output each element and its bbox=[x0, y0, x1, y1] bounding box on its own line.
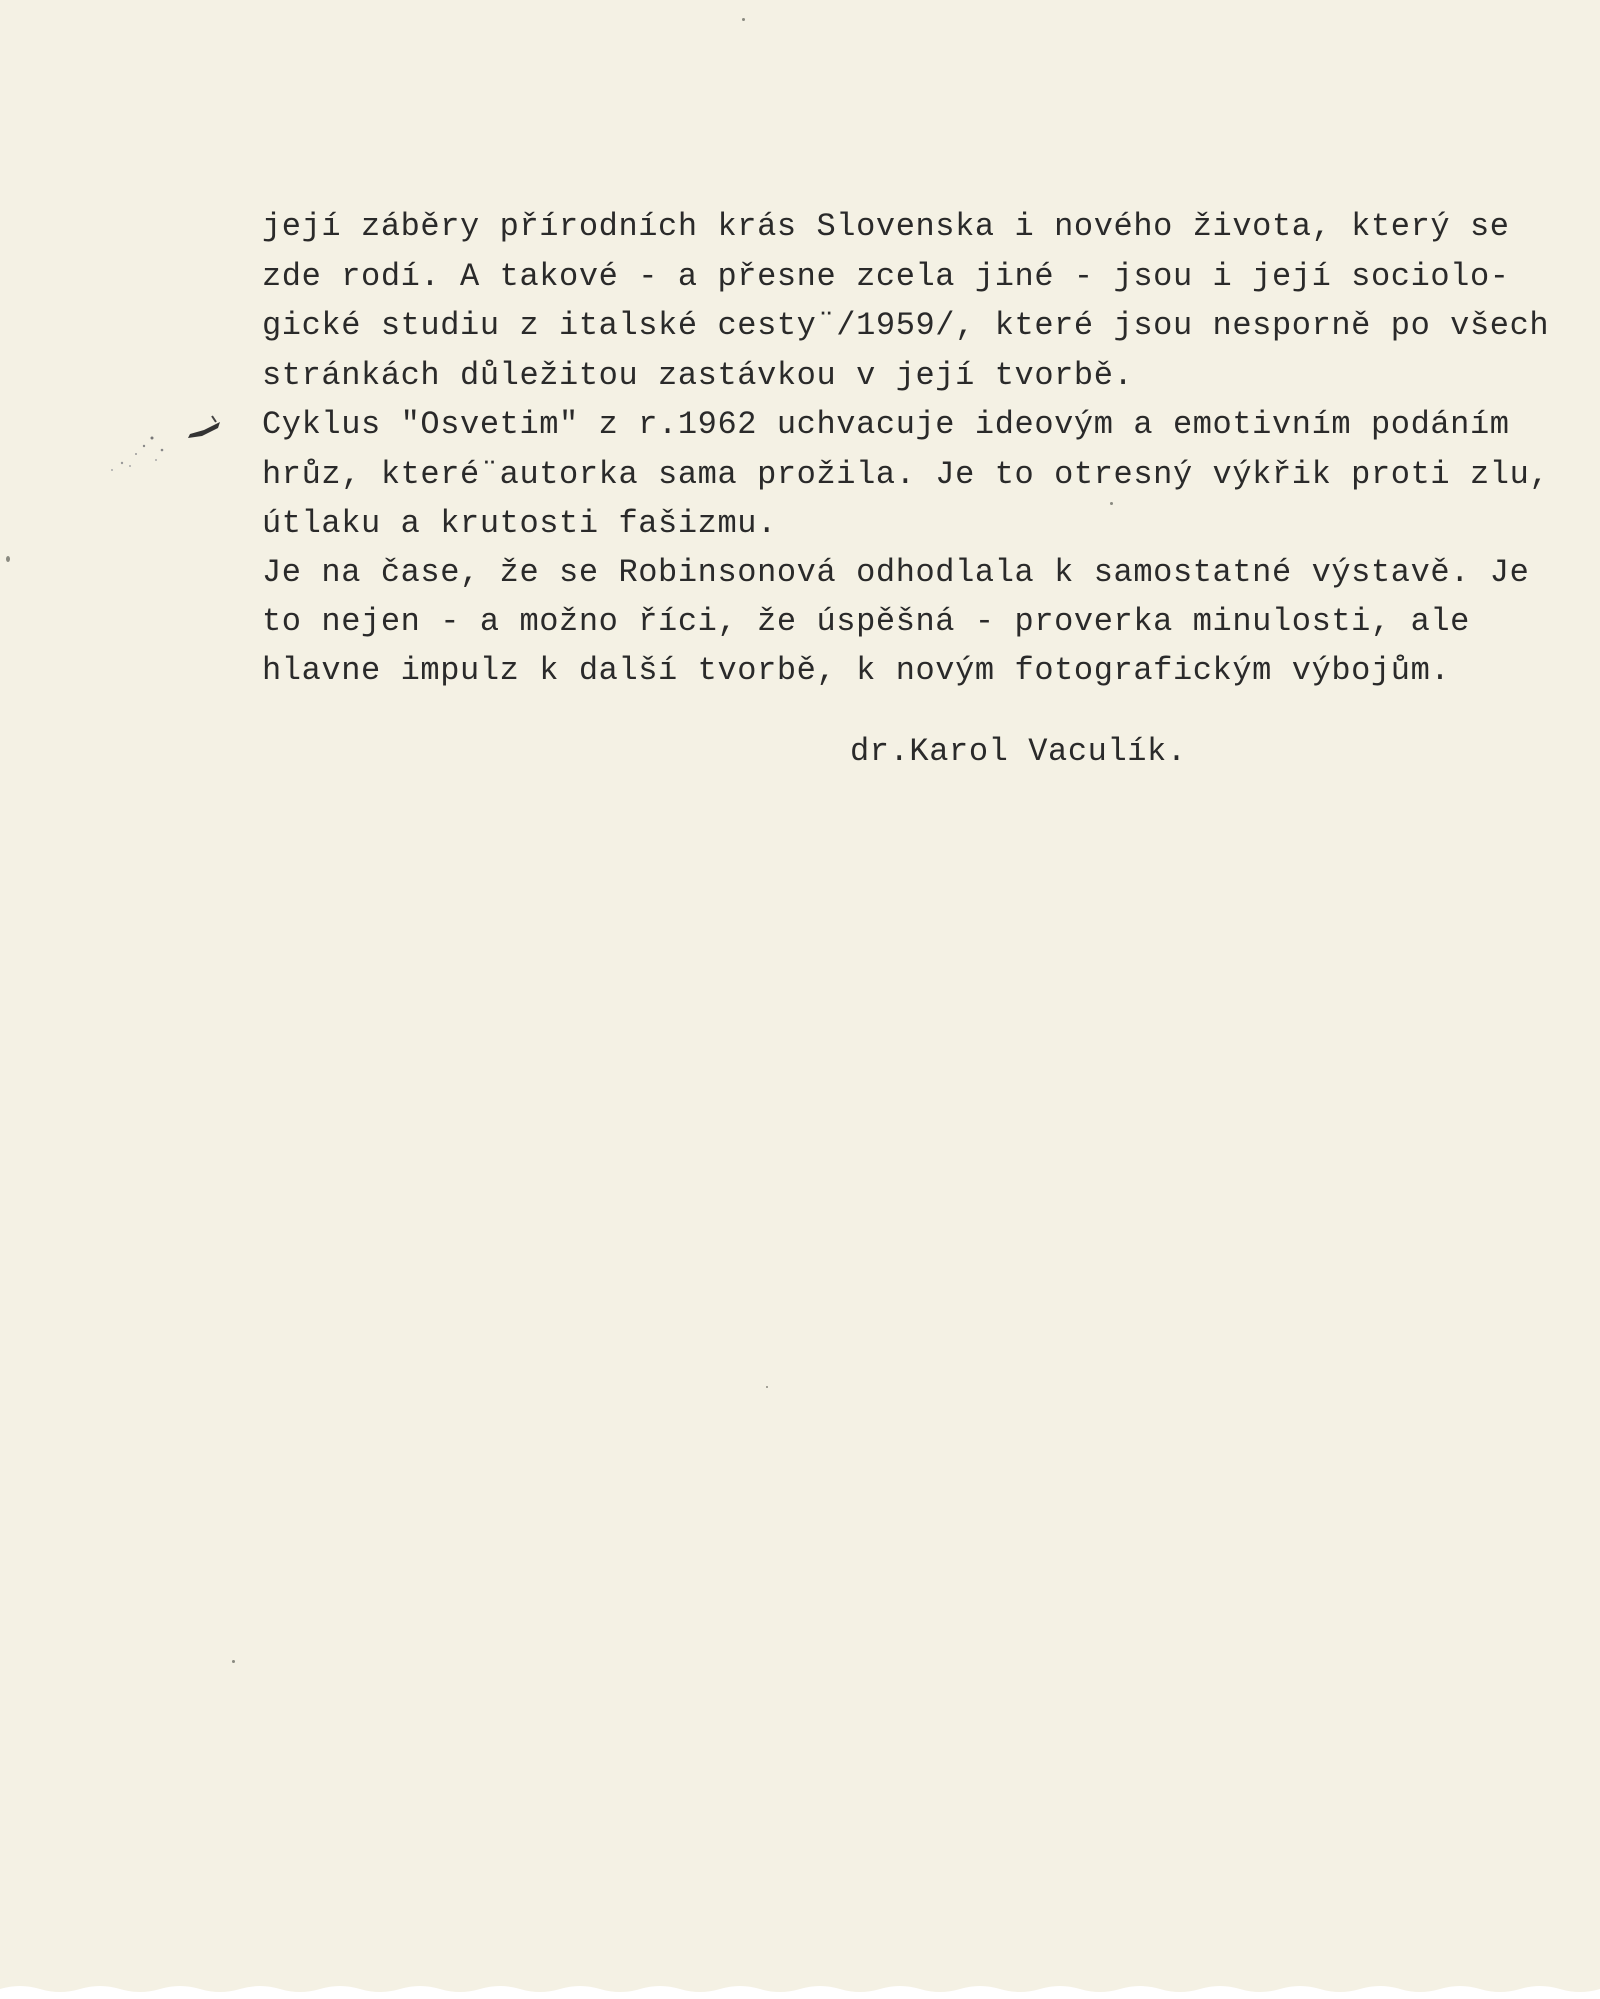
text-line-7: útlaku a krutosti fašizmu. bbox=[262, 505, 777, 542]
paper-speck bbox=[6, 556, 10, 562]
paper-speck bbox=[742, 18, 745, 21]
paper-speck bbox=[1110, 502, 1113, 505]
paper-speck bbox=[766, 1386, 768, 1388]
perforated-bottom-edge bbox=[0, 1981, 1600, 1999]
text-line-1: její záběry přírodních krás Slovenska i nového života, který se bbox=[262, 208, 1510, 245]
text-line-9: to nejen - a možno říci, že úspěšná - proverka minulosti, ale bbox=[262, 603, 1470, 640]
text-line-5: Cyklus "Osvetim" z r.1962 uchvacuje ideovým a emotivním podáním bbox=[262, 406, 1510, 443]
text-line-10: hlavne impulz k další tvorbě, k novým fotografickým výbojům. bbox=[262, 652, 1451, 689]
text-line-6: hrůz, které¨autorka sama prožila. Je to otresný výkřik proti zlu, bbox=[262, 456, 1550, 493]
paper-speck bbox=[232, 1660, 235, 1663]
text-line-2: zde rodí. A takové - a přesne zcela jiné - jsou i její sociolo- bbox=[262, 258, 1510, 295]
signature: dr.Karol Vaculík. bbox=[850, 733, 1187, 770]
text-line-3: gické studiu z italské cesty¨/1959/, které jsou nesporně po všech bbox=[262, 307, 1550, 344]
text-line-8: Je na čase, že se Robinsonová odhodlala k samostatné výstavě. Je bbox=[262, 554, 1530, 591]
margin-pencil-mark bbox=[92, 408, 232, 488]
text-line-4: stránkách důležitou zastávkou v její tvorbě. bbox=[262, 357, 1134, 394]
